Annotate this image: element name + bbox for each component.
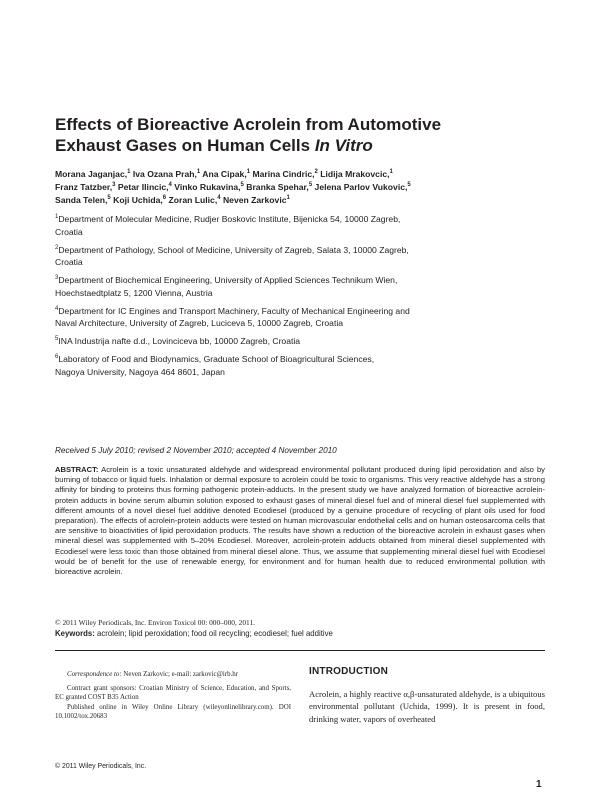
author-name: Morana Jaganjac, xyxy=(55,169,128,179)
affiliation-number: 2 xyxy=(55,244,59,251)
author-affiliation-mark: 4 xyxy=(168,182,172,189)
author-name: Iva Ozana Prah, xyxy=(132,169,197,179)
correspondence-note xyxy=(55,670,291,679)
keywords-text: acrolein; lipid peroxidation; food oil recycling; ecodiesel; fuel additive xyxy=(97,629,333,638)
affiliation-number: 6 xyxy=(55,354,59,361)
affiliation-number: 4 xyxy=(55,305,59,312)
affiliation-list xyxy=(55,213,555,384)
author-affiliation-mark: 1 xyxy=(196,169,201,176)
author-affiliation-mark: 5 xyxy=(240,182,244,189)
affiliation-4 xyxy=(55,305,555,330)
author xyxy=(55,195,111,205)
affiliation-line-2: Croatia xyxy=(55,257,83,267)
author-name: Sanda Telen, xyxy=(55,195,108,205)
section-divider xyxy=(55,650,545,651)
affiliation-6 xyxy=(55,353,555,378)
author-affiliation-mark: 5 xyxy=(407,182,411,189)
affiliation-line-1: Department of Biochemical Engineering, University of Applied Sciences Technikum Wien, xyxy=(58,275,398,285)
author xyxy=(118,182,172,192)
title-line-2-italic: In Vitro xyxy=(314,136,373,155)
title-line-2-main: Exhaust Gases on Human Cells xyxy=(55,136,315,155)
author-affiliation-mark: 5 xyxy=(308,182,313,189)
author xyxy=(223,195,290,205)
affiliation-line-1: Department of Molecular Medicine, Rudjer Boskovic Institute, Bijenicka 54, 10000 Zagreb, xyxy=(58,214,401,224)
author-affiliation-mark: 2 xyxy=(314,169,318,176)
grant-note: Contract grant sponsors: Croatian Ministry of Science, Education, and Sports, EC granted COST B35 Action xyxy=(55,684,291,702)
author-name: Vinko Rukavina, xyxy=(174,182,241,192)
keywords xyxy=(55,629,333,638)
affiliation-line-2: Nagoya University, Nagoya 464 8601, Japan xyxy=(55,366,225,377)
correspondence-label: Correspondence to: xyxy=(67,671,122,678)
author-name: Koji Uchida, xyxy=(113,195,163,205)
affiliation-line-2: Naval Architecture, University of Zagreb, Luciceva 5, 10000 Zagreb, Croatia xyxy=(55,318,344,328)
author-name: Lidija Mrakovcic, xyxy=(320,169,390,179)
author-name: Branka Spehar, xyxy=(246,182,309,192)
author-name: Marina Cindric, xyxy=(252,169,315,179)
affiliation-number: 3 xyxy=(55,275,59,282)
affiliation-1 xyxy=(55,213,555,238)
author xyxy=(174,182,244,192)
author-affiliation-mark: 5 xyxy=(107,195,111,202)
abstract-text: Acrolein is a toxic unsaturated aldehyde and widespread environmental pollutant produced during lipid peroxidation and also by burning of tobacco or liquid fuels. Inhalation or dermal exposure to acrolein could be toxic to organisms. This very reactive aldehyde has a strong affinity for binding to proteins thus forming pathogenic protein-adducts. In the present study we have analyzed formation of bioreactive acrolein-protein adducts in bovine serum albumin solution exposed to exhaust gases of mineral diesel fuel and of mineral diesel fuel supplemented with different amounts of a novel diesel fuel additive denoted Ecodiesel (produced by a genuine procedure of recycling of plant oils used for food preparation). The effects of acrolein-protein adducts were tested on human microvascular endothelial cells and on human osteosarcoma cells that are sensitive to bioactivities of lipid peroxidation products. The results have shown a reduction of the bioreactive acrolein in exhaust gases when mineral diesel was supplemented with 5–20% Ecodiesel. Moreover, acrolein-protein adducts obtained from mineral diesel supplemented with Ecodiesel were less toxic than those obtained from mineral diesel alone. Thus, we assume that supplementing mineral diesel fuel with Ecodiesel would be of benefit for the use of renewable energy, for environment and for human health due to reduced environmental pollution with bioreactive acrolein. xyxy=(55,465,545,577)
affiliation-line-1: Department for IC Engines and Transport Machinery, Faculty of Mechanical Engineering and xyxy=(58,305,410,316)
author-list xyxy=(55,168,555,207)
author-affiliation-mark: 6 xyxy=(162,195,167,202)
author xyxy=(320,169,393,179)
author xyxy=(315,182,411,192)
keywords-label: Keywords: xyxy=(55,629,95,638)
author-name: Franz Tatzber, xyxy=(55,182,113,192)
affiliation-number: 1 xyxy=(55,214,59,221)
author xyxy=(246,182,312,192)
abstract xyxy=(55,465,545,577)
footer-copyright: © 2011 Wiley Periodicals, Inc. xyxy=(55,763,147,770)
author xyxy=(113,195,166,205)
introduction-text: Acrolein, a highly reactive α,β-unsaturated aldehyde, is a ubiquitous environmental pollutant (Uchida, 1999). It is present in food, drinking water, vapors of overheated xyxy=(309,689,545,724)
author-affiliation-mark: 1 xyxy=(127,169,131,176)
footnotes xyxy=(55,670,291,722)
author-name: Ana Cipak, xyxy=(202,169,247,179)
page-number: 1 xyxy=(536,779,542,790)
affiliation-line-1: INA Industrija nafte d.d., Lovinciceva bb, 10000 Zagreb, Croatia xyxy=(58,336,301,346)
affiliation-line-1: Laboratory of Food and Biodynamics, Graduate School of Bioagricultural Sciences, xyxy=(58,354,375,364)
author-name: Jelena Parlov Vukovic, xyxy=(314,182,408,192)
affiliation-line-2: Hoechstaedtplatz 5, 1200 Vienna, Austria xyxy=(55,287,213,298)
introduction-heading: INTRODUCTION xyxy=(309,666,389,677)
author xyxy=(133,169,200,179)
affiliation-line-1: Department of Pathology, School of Medicine, University of Zagreb, Salata 3, 10000 Zagreb, xyxy=(58,244,409,255)
author-affiliation-mark: 1 xyxy=(286,195,290,202)
author-name: Zoran Lulic, xyxy=(168,195,218,205)
copyright-citation: © 2011 Wiley Periodicals, Inc. Environ Toxicol 00: 000–000, 2011. xyxy=(55,618,256,627)
author-affiliation-mark: 1 xyxy=(246,169,251,176)
author xyxy=(169,195,221,205)
affiliation-3 xyxy=(55,274,555,299)
abstract-label: ABSTRACT: xyxy=(55,465,99,474)
author xyxy=(55,182,116,192)
published-note: Published online in Wiley Online Library (wileyonlinelibrary.com). DOI 10.1002/tox.20683 xyxy=(55,703,291,721)
author-name: Petar Ilincic, xyxy=(117,182,169,192)
title-line-1: Effects of Bioreactive Acrolein from Automotive xyxy=(55,115,442,134)
author-affiliation-mark: 4 xyxy=(217,195,221,202)
author xyxy=(55,169,130,179)
correspondence-text: Neven Zarkovic; e-mail: zarkovic@irb.hr xyxy=(123,671,239,678)
author-affiliation-mark: 3 xyxy=(112,182,116,189)
article-title xyxy=(55,114,555,156)
received-dates: Received 5 July 2010; revised 2 November 2010; accepted 4 November 2010 xyxy=(55,446,337,455)
affiliation-5 xyxy=(55,335,555,348)
author xyxy=(252,169,317,179)
affiliation-number: 5 xyxy=(55,336,59,343)
affiliation-line-2: Croatia xyxy=(55,226,83,237)
author-name: Neven Zarkovic xyxy=(222,195,287,205)
author xyxy=(202,169,250,179)
author-affiliation-mark: 1 xyxy=(389,169,393,176)
affiliation-2 xyxy=(55,244,555,269)
title-line-2 xyxy=(55,135,555,156)
